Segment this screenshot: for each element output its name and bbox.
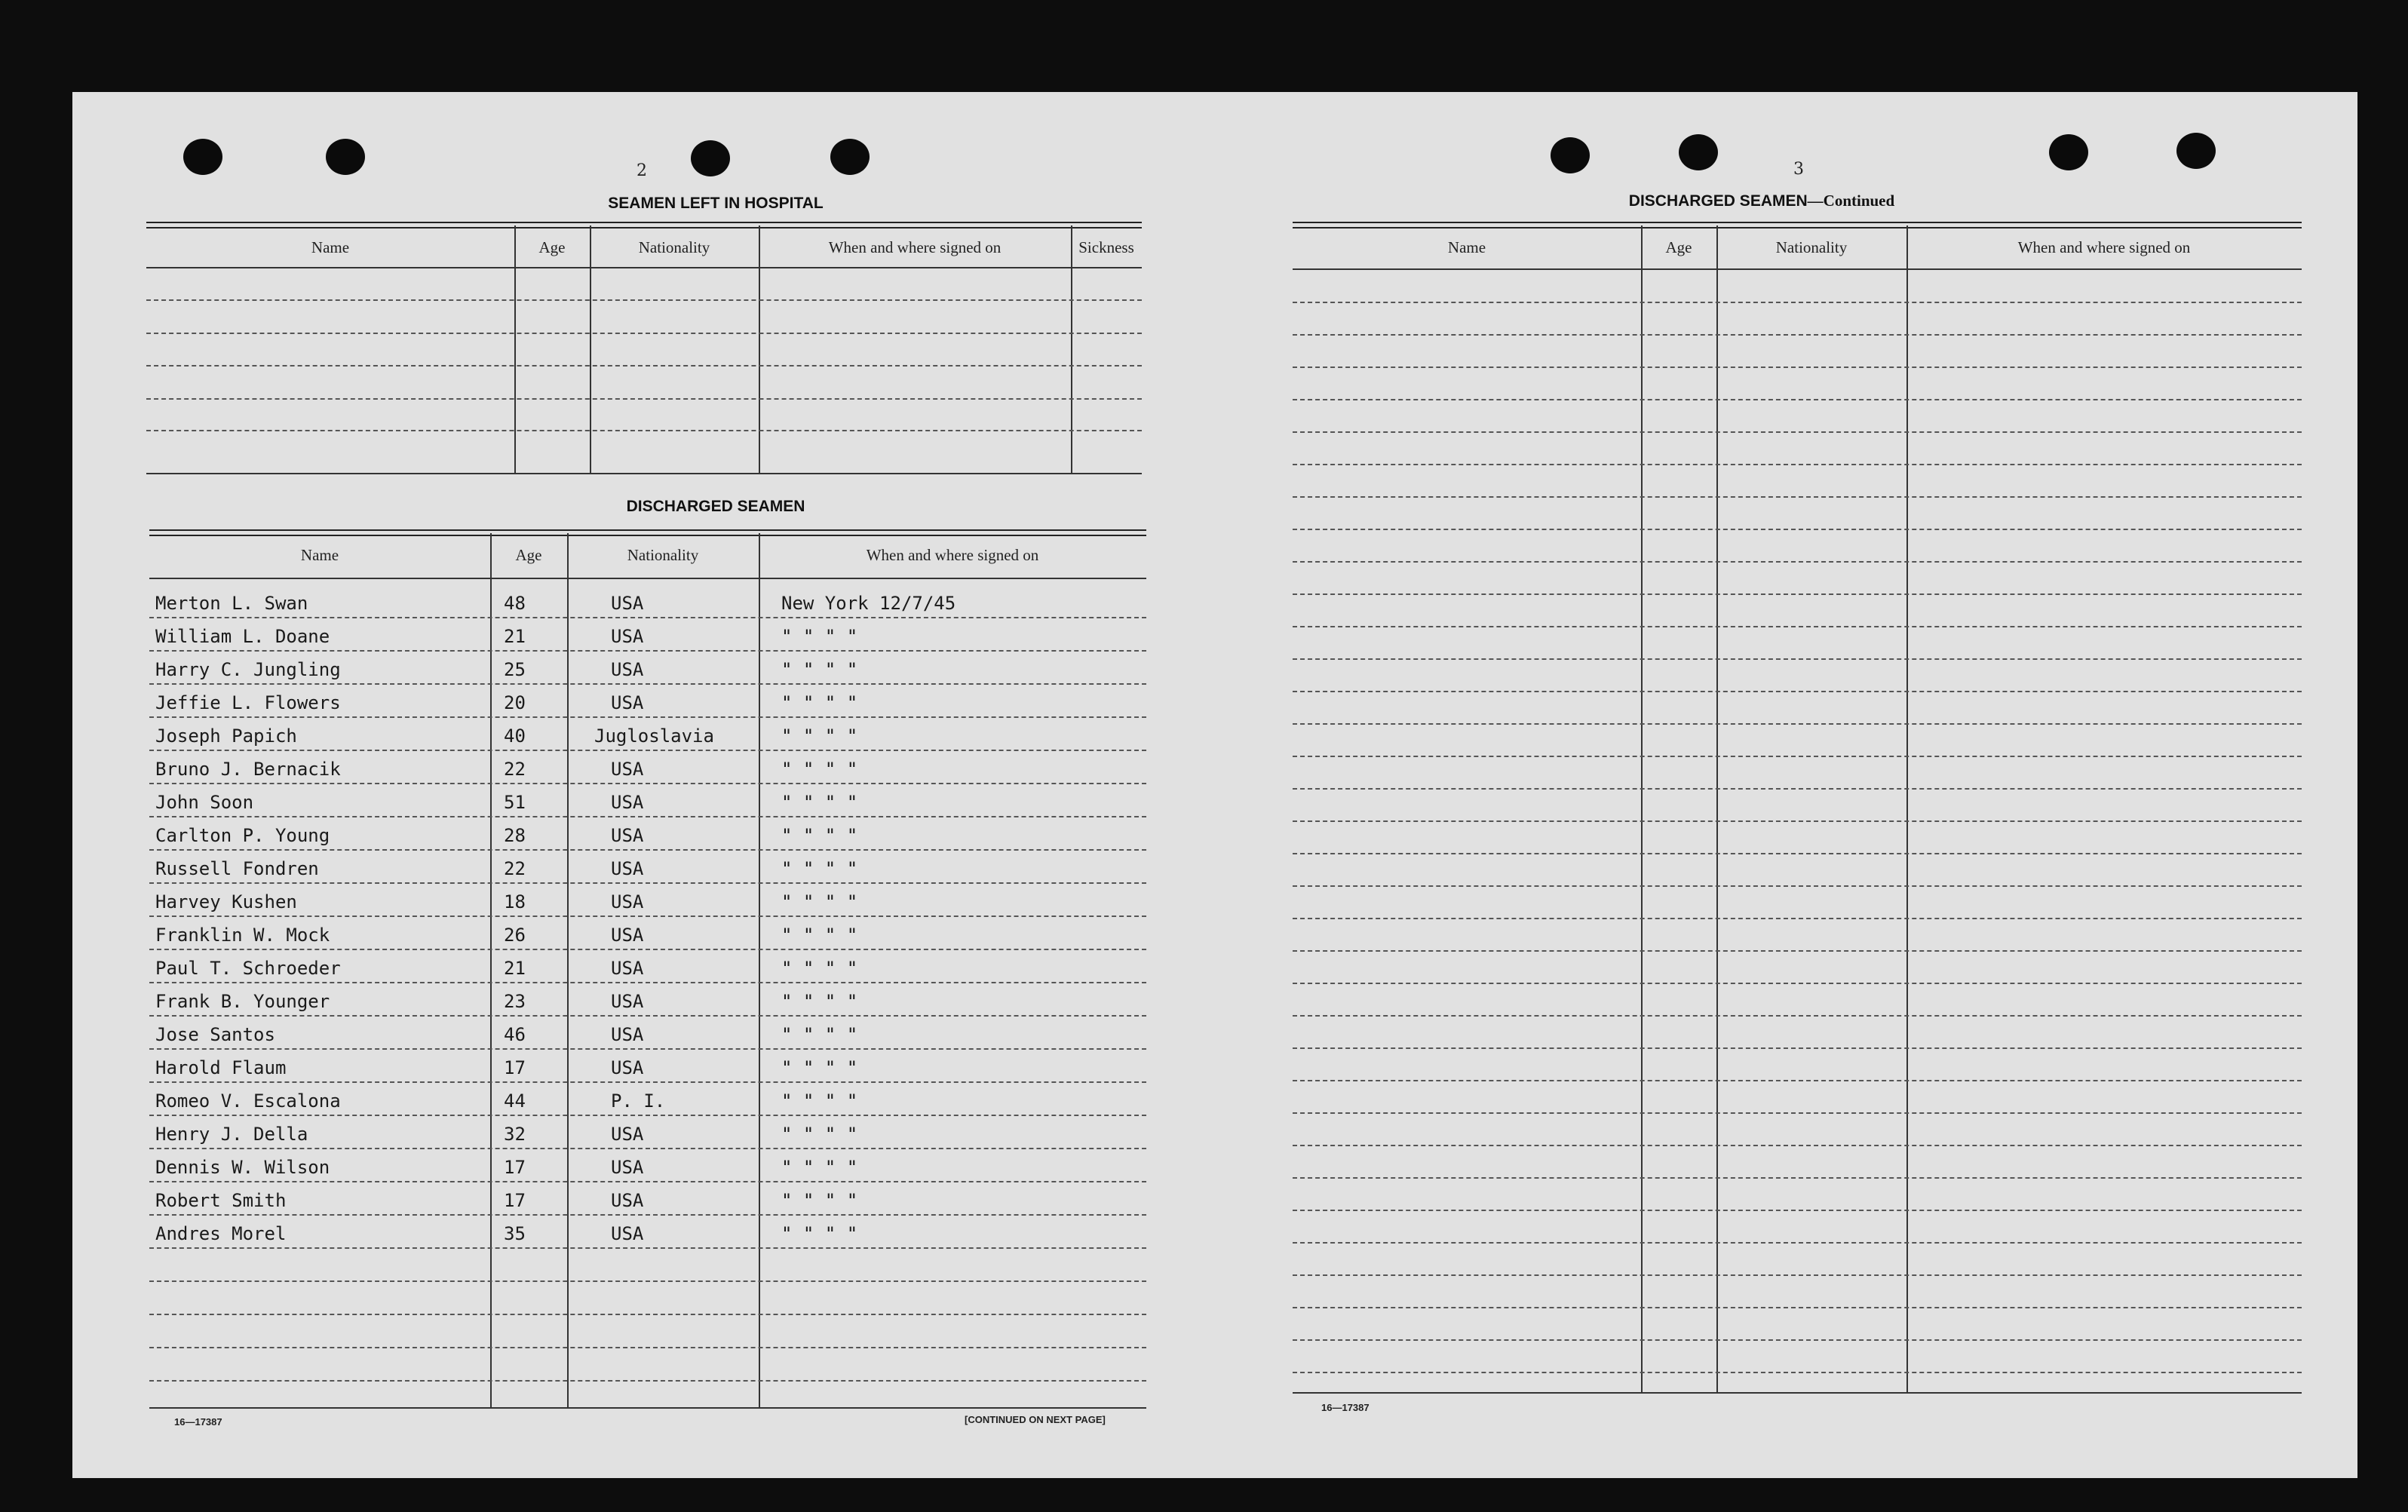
row-signed: " " " " <box>781 626 858 647</box>
row-signed: New York 12/7/45 <box>781 593 956 614</box>
col-header-nationality: Nationality <box>627 546 699 564</box>
col-header-name: Name <box>311 238 350 256</box>
punch-hole <box>326 139 365 175</box>
row-nationality: USA <box>611 1157 644 1178</box>
row-age: 21 <box>504 626 526 647</box>
punch-hole <box>2049 134 2088 170</box>
row-nationality: USA <box>611 593 644 614</box>
continued-note: [CONTINUED ON NEXT PAGE] <box>965 1414 1106 1425</box>
row-nationality: USA <box>611 1024 644 1045</box>
col-header-name: Name <box>300 546 339 564</box>
row-signed: " " " " <box>781 1024 858 1045</box>
row-signed: " " " " <box>781 759 858 780</box>
row-name: John Soon <box>155 792 254 813</box>
row-nationality: USA <box>611 891 644 912</box>
hospital-section-title: SEAMEN LEFT IN HOSPITAL <box>608 195 824 212</box>
row-age: 22 <box>504 759 526 780</box>
form-number: 16—17387 <box>1321 1402 1370 1413</box>
page-number: 2 <box>637 161 647 180</box>
punch-hole <box>1551 137 1590 173</box>
row-signed: " " " " <box>781 1157 858 1178</box>
row-name: Dennis W. Wilson <box>155 1157 330 1178</box>
col-header-signed-on: When and where signed on <box>2017 238 2191 256</box>
row-age: 32 <box>504 1124 526 1145</box>
row-signed: " " " " <box>781 1190 858 1211</box>
row-signed: " " " " <box>781 1057 858 1078</box>
row-age: 35 <box>504 1223 526 1244</box>
hospital-table <box>146 222 1142 570</box>
col-header-nationality: Nationality <box>638 238 710 256</box>
row-name: Romeo V. Escalona <box>155 1090 341 1112</box>
punch-hole <box>1679 134 1718 170</box>
row-name: Harvey Kushen <box>155 891 297 912</box>
col-header-age: Age <box>1665 238 1692 256</box>
row-name: Frank B. Younger <box>155 991 330 1012</box>
row-nationality: USA <box>611 858 644 879</box>
row-age: 44 <box>504 1090 526 1112</box>
punch-hole <box>691 140 730 176</box>
row-nationality: USA <box>611 1223 644 1244</box>
col-header-nationality: Nationality <box>1775 238 1848 256</box>
row-age: 28 <box>504 825 526 846</box>
row-nationality: USA <box>611 958 644 979</box>
row-nationality: USA <box>611 1124 644 1145</box>
row-name: Joseph Papich <box>155 725 297 747</box>
row-age: 40 <box>504 725 526 747</box>
row-signed: " " " " <box>781 991 858 1012</box>
row-signed: " " " " <box>781 825 858 846</box>
row-signed: " " " " <box>781 1223 858 1244</box>
row-name: Jose Santos <box>155 1024 275 1045</box>
punch-hole <box>830 139 870 175</box>
row-signed: " " " " <box>781 1090 858 1112</box>
col-header-sickness: Sickness <box>1078 238 1134 256</box>
row-nationality: P. I. <box>611 1090 666 1112</box>
title-text: DISCHARGED SEAMEN <box>1628 192 1808 210</box>
row-signed: " " " " <box>781 925 858 946</box>
row-name: William L. Doane <box>155 626 330 647</box>
row-name: Russell Fondren <box>155 858 319 879</box>
row-name: Merton L. Swan <box>155 593 308 614</box>
discharged-continued-table <box>1293 222 2302 1489</box>
row-name: Henry J. Della <box>155 1124 308 1145</box>
row-name: Harry C. Jungling <box>155 659 341 680</box>
row-age: 20 <box>504 692 526 713</box>
row-age: 23 <box>504 991 526 1012</box>
col-header-signed-on: When and where signed on <box>828 238 1002 256</box>
row-nationality: USA <box>611 692 644 713</box>
row-signed: " " " " <box>781 958 858 979</box>
col-header-age: Age <box>515 546 542 564</box>
row-signed: " " " " <box>781 692 858 713</box>
row-age: 48 <box>504 593 526 614</box>
form-number: 16—17387 <box>174 1416 222 1428</box>
row-nationality: USA <box>611 825 644 846</box>
row-name: Jeffie L. Flowers <box>155 692 341 713</box>
row-age: 22 <box>504 858 526 879</box>
discharged-continued-title <box>1581 192 1943 210</box>
row-nationality: USA <box>611 626 644 647</box>
row-signed: " " " " <box>781 725 858 747</box>
record-sheet <box>72 92 2357 1478</box>
row-nationality: USA <box>611 991 644 1012</box>
row-age: 51 <box>504 792 526 813</box>
row-age: 18 <box>504 891 526 912</box>
punch-hole <box>183 139 222 175</box>
row-nationality: USA <box>611 659 644 680</box>
row-signed: " " " " <box>781 891 858 912</box>
discharged-section-title: DISCHARGED SEAMEN <box>626 498 805 515</box>
punch-hole <box>2176 133 2216 169</box>
row-age: 17 <box>504 1057 526 1078</box>
row-signed: " " " " <box>781 659 858 680</box>
col-header-signed-on: When and where signed on <box>866 546 1039 564</box>
discharged-table <box>149 529 1146 1427</box>
row-age: 17 <box>504 1190 526 1211</box>
row-name: Andres Morel <box>155 1223 287 1244</box>
col-header-name: Name <box>1447 238 1486 256</box>
row-nationality: USA <box>611 1057 644 1078</box>
row-signed: " " " " <box>781 1124 858 1145</box>
row-name: Robert Smith <box>155 1190 287 1211</box>
title-suffix: —Continued <box>1807 192 1895 210</box>
row-nationality: USA <box>611 925 644 946</box>
row-name: Carlton P. Young <box>155 825 330 846</box>
row-nationality: USA <box>611 759 644 780</box>
row-name: Franklin W. Mock <box>155 925 330 946</box>
page-number: 3 <box>1793 160 1804 179</box>
row-nationality: USA <box>611 792 644 813</box>
row-name: Harold Flaum <box>155 1057 287 1078</box>
row-age: 25 <box>504 659 526 680</box>
row-signed: " " " " <box>781 858 858 879</box>
row-age: 17 <box>504 1157 526 1178</box>
row-name: Paul T. Schroeder <box>155 958 341 979</box>
col-header-age: Age <box>538 238 566 256</box>
row-signed: " " " " <box>781 792 858 813</box>
row-name: Bruno J. Bernacik <box>155 759 341 780</box>
row-age: 21 <box>504 958 526 979</box>
row-age: 46 <box>504 1024 526 1045</box>
row-age: 26 <box>504 925 526 946</box>
row-nationality: USA <box>611 1190 644 1211</box>
row-nationality: Jugloslavia <box>594 725 714 747</box>
